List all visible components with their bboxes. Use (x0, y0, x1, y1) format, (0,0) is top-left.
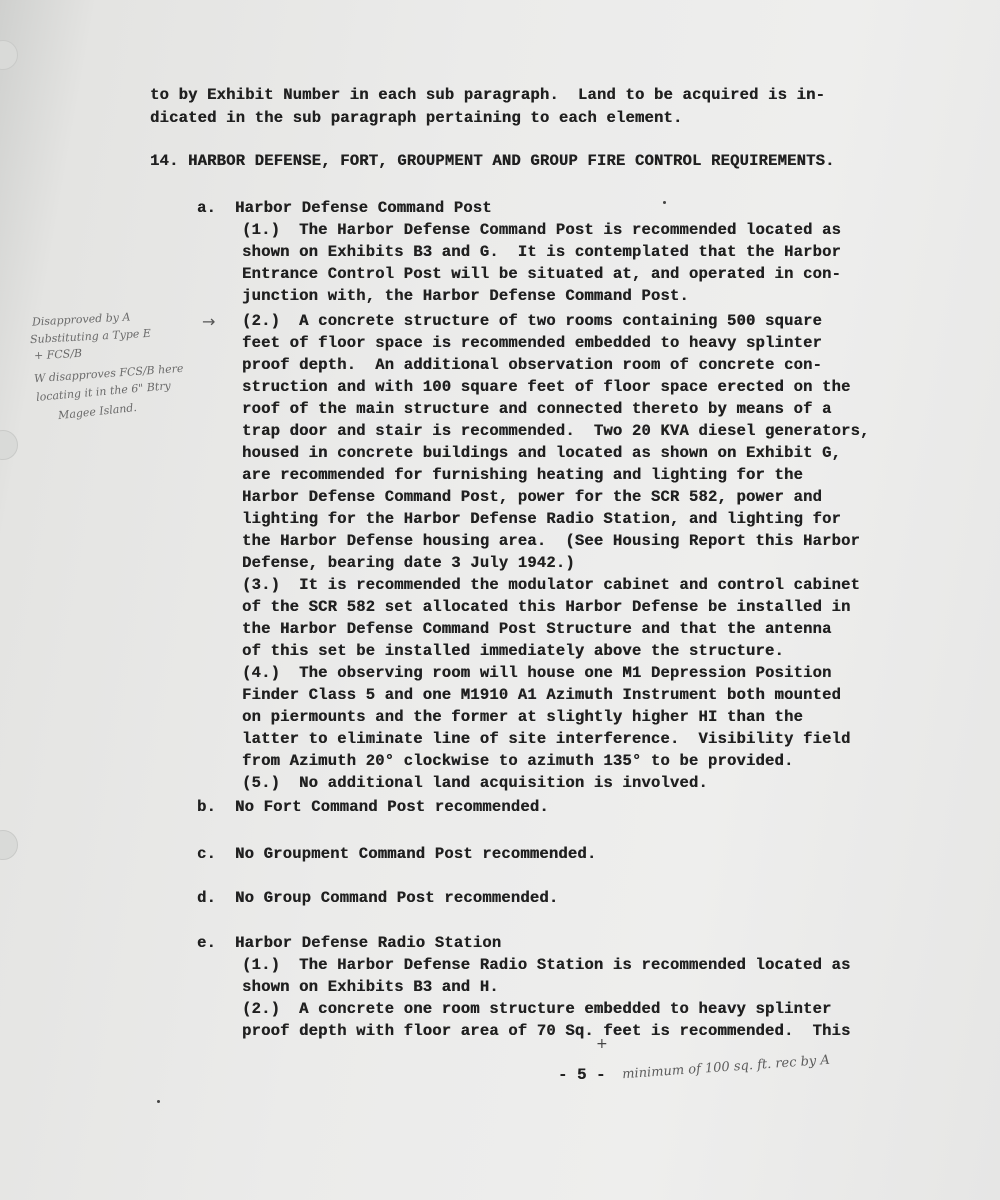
ink-speck (663, 201, 666, 204)
text-line: (1.) The Harbor Defense Radio Station is recommended located as (242, 956, 851, 974)
text-line: (2.) A concrete one room structure embedded to heavy splinter (242, 1000, 832, 1018)
subsection-heading: a. Harbor Defense Command Post (197, 199, 492, 217)
handwritten-note: W disapproves FCS/B here (33, 361, 184, 386)
text-line: roof of the main structure and connected thereto by means of a (242, 400, 832, 418)
text-line: from Azimuth 20° clockwise to azimuth 135° to be provided. (242, 752, 794, 770)
text-line: shown on Exhibits B3 and G. It is contemplated that the Harbor (242, 243, 841, 261)
text-line: feet of floor space is recommended embedded to heavy splinter (242, 334, 822, 352)
binder-hole (0, 40, 18, 70)
text-line: Entrance Control Post will be situated at, and operated in con- (242, 265, 841, 283)
text-line: Defense, bearing date 3 July 1942.) (242, 554, 575, 572)
subsection-heading: c. No Groupment Command Post recommended. (197, 845, 597, 863)
text-line: on piermounts and the former at slightly higher HI than the (242, 708, 803, 726)
binder-hole (0, 830, 18, 860)
text-line: trap door and stair is recommended. Two 20 KVA diesel generators, (242, 422, 870, 440)
text-line: (4.) The observing room will house one M1 Depression Position (242, 664, 832, 682)
text-line: to by Exhibit Number in each sub paragraph. Land to be acquired is in- (150, 86, 826, 104)
insertion-caret-icon: + (596, 1036, 608, 1052)
text-line: are recommended for furnishing heating and lighting for the (242, 466, 803, 484)
text-line: of the SCR 582 set allocated this Harbor Defense be installed in (242, 598, 851, 616)
text-line: (3.) It is recommended the modulator cabinet and control cabinet (242, 576, 861, 594)
subsection-heading: b. No Fort Command Post recommended. (197, 798, 549, 816)
handwritten-note: Substituting a Type E (29, 326, 152, 347)
text-line: junction with, the Harbor Defense Command Post. (242, 287, 689, 305)
page-number: - 5 - (558, 1066, 606, 1084)
handwritten-note: locating it in the 6" Btry (35, 379, 172, 404)
text-line: (2.) A concrete structure of two rooms containing 500 square (242, 312, 822, 330)
text-line: the Harbor Defense housing area. (See Housing Report this Harbor (242, 532, 861, 550)
handwritten-note: Disapproved by A (31, 310, 131, 329)
handwritten-footnote: minimum of 100 sq. ft. rec by A (621, 1052, 831, 1083)
handwritten-note: Magee Island. (57, 400, 138, 423)
binder-hole (0, 430, 18, 460)
text-line: lighting for the Harbor Defense Radio Station, and lighting for (242, 510, 841, 528)
ink-speck (157, 1100, 160, 1103)
text-line: Finder Class 5 and one M1910 A1 Azimuth Instrument both mounted (242, 686, 841, 704)
text-line: struction and with 100 square feet of floor space erected on the (242, 378, 851, 396)
text-line: (5.) No additional land acquisition is involved. (242, 774, 708, 792)
arrow-right-icon: → (202, 312, 216, 331)
text-line: (1.) The Harbor Defense Command Post is recommended located as (242, 221, 841, 239)
text-line: of this set be installed immediately above the structure. (242, 642, 784, 660)
text-line: shown on Exhibits B3 and H. (242, 978, 499, 996)
text-line: the Harbor Defense Command Post Structure and that the antenna (242, 620, 832, 638)
text-line: proof depth with floor area of 70 Sq. feet is recommended. This (242, 1022, 851, 1040)
text-line: latter to eliminate line of site interference. Visibility field (242, 730, 851, 748)
section-heading: 14. HARBOR DEFENSE, FORT, GROUPMENT AND GROUP FIRE CONTROL REQUIREMENTS. (150, 152, 835, 170)
text-line: dicated in the sub paragraph pertaining to each element. (150, 109, 683, 127)
text-line: Harbor Defense Command Post, power for the SCR 582, power and (242, 488, 822, 506)
subsection-heading: d. No Group Command Post recommended. (197, 889, 559, 907)
text-line: proof depth. An additional observation room of concrete con- (242, 356, 822, 374)
subsection-heading: e. Harbor Defense Radio Station (197, 934, 502, 952)
text-line: housed in concrete buildings and located as shown on Exhibit G, (242, 444, 841, 462)
handwritten-note: + FCS/B (33, 346, 83, 363)
